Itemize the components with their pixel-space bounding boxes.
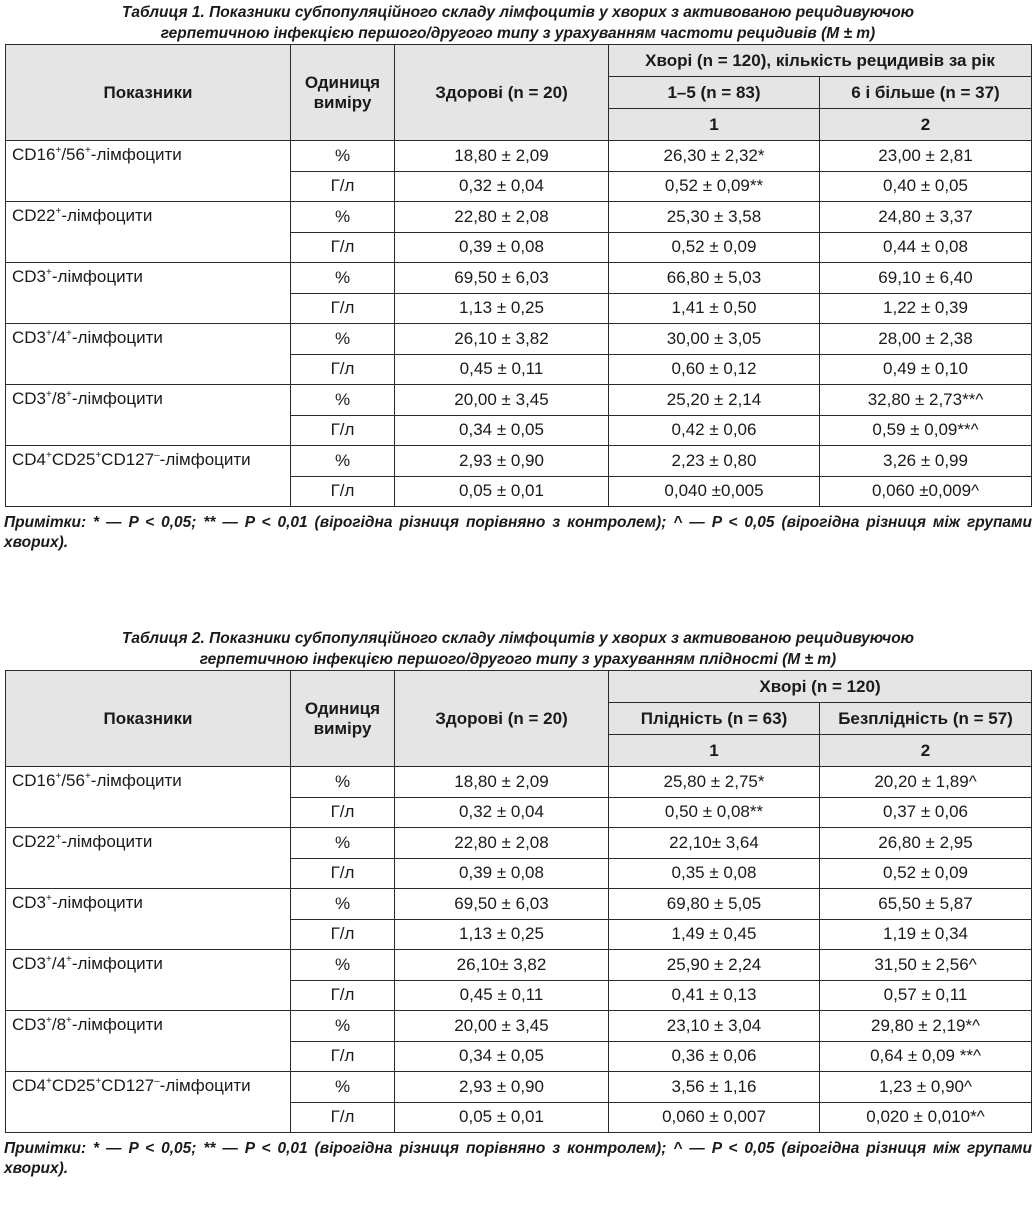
header-patients: Хворі (n = 120) — [609, 671, 1032, 703]
data-table — [5, 44, 1032, 507]
table-row — [6, 263, 1032, 294]
indicator-name-part: -лімфоцити — [90, 771, 182, 790]
caption-line: герпетичною інфекцією першого/другого типу з урахуванням плідності (M ± m) — [199, 651, 837, 668]
indicator-name-part: -лімфоцити — [71, 328, 163, 347]
indicator-name-part: -лімфоцити — [159, 450, 251, 469]
unit-cell: Г/л — [291, 293, 395, 324]
header-group-2: 6 і більше (n = 37) — [820, 77, 1032, 109]
unit-cell: % — [291, 950, 395, 981]
header-group-number: 1 — [609, 735, 820, 767]
indicator-name-part: CD127 — [101, 450, 155, 469]
healthy-value: 20,00 ± 3,45 — [395, 1011, 609, 1042]
indicator-name-part: CD25 — [51, 450, 96, 469]
unit-cell: Г/л — [291, 1041, 395, 1072]
table-row — [6, 385, 1032, 416]
marker-superscript: – — [154, 450, 160, 461]
healthy-value: 0,32 ± 0,04 — [395, 797, 609, 828]
group-1-value: 26,30 ± 2,32* — [609, 141, 820, 172]
unit-cell: % — [291, 1011, 395, 1042]
unit-cell: Г/л — [291, 232, 395, 263]
indicator-name-part: CD16 — [12, 771, 56, 790]
group-2-value: 3,26 ± 0,99 — [820, 446, 1032, 477]
group-2-value: 28,00 ± 2,38 — [820, 324, 1032, 355]
marker-superscript: + — [46, 1076, 52, 1087]
group-1-value: 66,80 ± 5,03 — [609, 263, 820, 294]
header-group-number: 2 — [820, 109, 1032, 141]
table-2-block — [0, 626, 1036, 1179]
group-2-value: 65,50 ± 5,87 — [820, 889, 1032, 920]
unit-cell: % — [291, 141, 395, 172]
unit-cell: Г/л — [291, 171, 395, 202]
group-1-value: 0,52 ± 0,09 — [609, 232, 820, 263]
group-2-value: 1,22 ± 0,39 — [820, 293, 1032, 324]
group-1-value: 25,80 ± 2,75* — [609, 767, 820, 798]
header-indicator: Показники — [6, 45, 291, 141]
marker-superscript: + — [55, 206, 62, 217]
group-2-value: 69,10 ± 6,40 — [820, 263, 1032, 294]
healthy-value: 18,80 ± 2,09 — [395, 141, 609, 172]
group-1-value: 0,060 ± 0,007 — [609, 1102, 820, 1133]
indicator-name-part: -лімфоцити — [71, 954, 163, 973]
header-unit: Одиниця виміру — [291, 671, 395, 767]
group-2-value: 0,44 ± 0,08 — [820, 232, 1032, 263]
data-table — [5, 670, 1032, 1133]
unit-cell: % — [291, 767, 395, 798]
group-2-value: 0,060 ±0,009^ — [820, 476, 1032, 507]
group-2-value: 1,19 ± 0,34 — [820, 919, 1032, 950]
healthy-value: 22,80 ± 2,08 — [395, 828, 609, 859]
header-unit: Одиниця виміру — [291, 45, 395, 141]
table-1-block — [0, 0, 1036, 553]
unit-cell: % — [291, 889, 395, 920]
unit-cell: % — [291, 324, 395, 355]
group-1-value: 0,36 ± 0,06 — [609, 1041, 820, 1072]
indicator-name — [6, 950, 291, 1011]
healthy-value: 0,32 ± 0,04 — [395, 171, 609, 202]
table-caption — [0, 0, 1036, 44]
indicator-name-part: CD22 — [12, 206, 56, 225]
healthy-value: 18,80 ± 2,09 — [395, 767, 609, 798]
indicator-name — [6, 889, 291, 950]
healthy-value: 26,10± 3,82 — [395, 950, 609, 981]
group-1-value: 25,90 ± 2,24 — [609, 950, 820, 981]
unit-cell: Г/л — [291, 919, 395, 950]
marker-superscript: + — [46, 328, 52, 339]
marker-superscript: + — [84, 145, 91, 156]
indicator-name — [6, 828, 291, 889]
indicator-name-part: /4 — [51, 328, 67, 347]
indicator-name-part: -лімфоцити — [61, 832, 153, 851]
indicator-name — [6, 1072, 291, 1133]
indicator-name-part: /8 — [51, 389, 67, 408]
indicator-name-part: -лімфоцити — [71, 1015, 163, 1034]
group-2-value: 31,50 ± 2,56^ — [820, 950, 1032, 981]
indicator-name-part: CD25 — [51, 1076, 96, 1095]
indicator-name — [6, 141, 291, 202]
healthy-value: 0,05 ± 0,01 — [395, 476, 609, 507]
indicator-name-part: CD4 — [12, 450, 47, 469]
group-1-value: 0,50 ± 0,08** — [609, 797, 820, 828]
unit-cell: Г/л — [291, 858, 395, 889]
marker-superscript: + — [66, 954, 72, 965]
table-row — [6, 950, 1032, 981]
caption-line: Таблиця 2. Показники субпопуляційного складу лімфоцитів у хворих з активованою рецидивуючою — [121, 630, 915, 647]
indicator-name-part: CD3 — [12, 1015, 47, 1034]
table-row — [6, 324, 1032, 355]
group-1-value: 3,56 ± 1,16 — [609, 1072, 820, 1103]
indicator-name-part: /56 — [61, 145, 85, 164]
group-2-value: 32,80 ± 2,73**^ — [820, 385, 1032, 416]
group-2-value: 24,80 ± 3,37 — [820, 202, 1032, 233]
indicator-name-part: CD3 — [12, 328, 47, 347]
indicator-name-part: CD3 — [12, 389, 47, 408]
indicator-name-part: /8 — [51, 1015, 67, 1034]
indicator-name — [6, 263, 291, 324]
marker-superscript: + — [46, 1015, 52, 1026]
header-group-number: 2 — [820, 735, 1032, 767]
group-1-value: 25,20 ± 2,14 — [609, 385, 820, 416]
healthy-value: 2,93 ± 0,90 — [395, 446, 609, 477]
unit-cell: % — [291, 263, 395, 294]
indicator-name-part: -лімфоцити — [51, 267, 143, 286]
indicator-name-part: CD4 — [12, 1076, 47, 1095]
group-1-value: 1,41 ± 0,50 — [609, 293, 820, 324]
group-1-value: 0,42 ± 0,06 — [609, 415, 820, 446]
group-2-value: 0,52 ± 0,09 — [820, 858, 1032, 889]
healthy-value: 0,34 ± 0,05 — [395, 1041, 609, 1072]
group-2-value: 0,020 ± 0,010*^ — [820, 1102, 1032, 1133]
header-group-number: 1 — [609, 109, 820, 141]
table-row — [6, 141, 1032, 172]
group-1-value: 2,23 ± 0,80 — [609, 446, 820, 477]
group-2-value: 0,57 ± 0,11 — [820, 980, 1032, 1011]
unit-cell: % — [291, 828, 395, 859]
marker-superscript: + — [55, 832, 62, 843]
marker-superscript: + — [46, 389, 52, 400]
indicator-name-part: CD22 — [12, 832, 56, 851]
indicator-name-part: CD3 — [12, 954, 47, 973]
group-2-value: 0,59 ± 0,09**^ — [820, 415, 1032, 446]
marker-superscript: + — [95, 1076, 102, 1087]
healthy-value: 1,13 ± 0,25 — [395, 293, 609, 324]
unit-cell: % — [291, 446, 395, 477]
marker-superscript: + — [84, 771, 91, 782]
marker-superscript: + — [46, 267, 52, 278]
unit-cell: % — [291, 202, 395, 233]
group-1-value: 25,30 ± 3,58 — [609, 202, 820, 233]
marker-superscript: + — [46, 450, 52, 461]
unit-cell: Г/л — [291, 476, 395, 507]
indicator-name-part: -лімфоцити — [51, 893, 143, 912]
group-1-value: 0,41 ± 0,13 — [609, 980, 820, 1011]
table-row — [6, 1011, 1032, 1042]
healthy-value: 22,80 ± 2,08 — [395, 202, 609, 233]
healthy-value: 0,45 ± 0,11 — [395, 980, 609, 1011]
caption-line: Таблиця 1. Показники субпопуляційного складу лімфоцитів у хворих з активованою рецидивуючою — [121, 4, 915, 21]
table-note: Примітки: * — P < 0,05; ** — P < 0,01 (вірогідна різниця порівняно з контролем); ^ — P < 0,05 (вірогідна різниця між групами хворих). — [4, 1140, 1032, 1177]
header-indicator: Показники — [6, 671, 291, 767]
marker-superscript: + — [46, 954, 52, 965]
group-2-value: 1,23 ± 0,90^ — [820, 1072, 1032, 1103]
unit-cell: Г/л — [291, 797, 395, 828]
indicator-name — [6, 1011, 291, 1072]
header-healthy: Здорові (n = 20) — [395, 45, 609, 141]
table-row — [6, 446, 1032, 477]
table-row — [6, 202, 1032, 233]
unit-cell: Г/л — [291, 1102, 395, 1133]
group-2-value: 0,40 ± 0,05 — [820, 171, 1032, 202]
indicator-name-part: CD3 — [12, 267, 47, 286]
unit-cell: Г/л — [291, 980, 395, 1011]
marker-superscript: + — [95, 450, 102, 461]
table-row — [6, 828, 1032, 859]
table-row — [6, 1072, 1032, 1103]
indicator-name — [6, 446, 291, 507]
group-2-value: 0,49 ± 0,10 — [820, 354, 1032, 385]
marker-superscript: – — [154, 1076, 160, 1087]
healthy-value: 2,93 ± 0,90 — [395, 1072, 609, 1103]
group-2-value: 23,00 ± 2,81 — [820, 141, 1032, 172]
indicator-name-part: /4 — [51, 954, 67, 973]
group-2-value: 0,64 ± 0,09 **^ — [820, 1041, 1032, 1072]
marker-superscript: + — [66, 1015, 72, 1026]
group-1-value: 0,52 ± 0,09** — [609, 171, 820, 202]
indicator-name — [6, 202, 291, 263]
table-body — [6, 141, 1032, 507]
header-group-1: 1–5 (n = 83) — [609, 77, 820, 109]
healthy-value: 69,50 ± 6,03 — [395, 263, 609, 294]
table-row — [6, 889, 1032, 920]
indicator-name-part: -лімфоцити — [159, 1076, 251, 1095]
indicator-name — [6, 767, 291, 828]
indicator-name-part: CD127 — [101, 1076, 155, 1095]
header-group-1: Плідність (n = 63) — [609, 703, 820, 735]
table-row — [6, 767, 1032, 798]
indicator-name-part: /56 — [61, 771, 85, 790]
group-2-value: 29,80 ± 2,19*^ — [820, 1011, 1032, 1042]
healthy-value: 69,50 ± 6,03 — [395, 889, 609, 920]
header-group-2: Безплідність (n = 57) — [820, 703, 1032, 735]
marker-superscript: + — [66, 328, 72, 339]
group-1-value: 1,49 ± 0,45 — [609, 919, 820, 950]
indicator-name-part: CD16 — [12, 145, 56, 164]
marker-superscript: + — [55, 771, 62, 782]
indicator-name-part: -лімфоцити — [61, 206, 153, 225]
group-1-value: 0,60 ± 0,12 — [609, 354, 820, 385]
unit-cell: Г/л — [291, 415, 395, 446]
table-note: Примітки: * — P < 0,05; ** — P < 0,01 (вірогідна різниця порівняно з контролем); ^ — P < 0,05 (вірогідна різниця між групами хворих). — [4, 514, 1032, 551]
healthy-value: 0,05 ± 0,01 — [395, 1102, 609, 1133]
group-1-value: 23,10 ± 3,04 — [609, 1011, 820, 1042]
indicator-name — [6, 385, 291, 446]
table-caption — [0, 626, 1036, 670]
unit-cell: % — [291, 1072, 395, 1103]
group-2-value: 26,80 ± 2,95 — [820, 828, 1032, 859]
healthy-value: 0,45 ± 0,11 — [395, 354, 609, 385]
healthy-value: 1,13 ± 0,25 — [395, 919, 609, 950]
unit-cell: % — [291, 385, 395, 416]
marker-superscript: + — [46, 893, 52, 904]
table-body — [6, 767, 1032, 1133]
header-healthy: Здорові (n = 20) — [395, 671, 609, 767]
unit-cell: Г/л — [291, 354, 395, 385]
healthy-value: 0,34 ± 0,05 — [395, 415, 609, 446]
group-1-value: 22,10± 3,64 — [609, 828, 820, 859]
indicator-name-part: CD3 — [12, 893, 47, 912]
group-1-value: 0,040 ±0,005 — [609, 476, 820, 507]
group-1-value: 0,35 ± 0,08 — [609, 858, 820, 889]
group-2-value: 20,20 ± 1,89^ — [820, 767, 1032, 798]
group-2-value: 0,37 ± 0,06 — [820, 797, 1032, 828]
healthy-value: 20,00 ± 3,45 — [395, 385, 609, 416]
indicator-name-part: -лімфоцити — [71, 389, 163, 408]
caption-line: герпетичною інфекцією першого/другого типу з урахуванням частоти рецидивів (M ± m) — [160, 25, 876, 42]
marker-superscript: + — [55, 145, 62, 156]
indicator-name — [6, 324, 291, 385]
marker-superscript: + — [66, 389, 72, 400]
healthy-value: 26,10 ± 3,82 — [395, 324, 609, 355]
group-1-value: 69,80 ± 5,05 — [609, 889, 820, 920]
group-1-value: 30,00 ± 3,05 — [609, 324, 820, 355]
healthy-value: 0,39 ± 0,08 — [395, 232, 609, 263]
indicator-name-part: -лімфоцити — [90, 145, 182, 164]
healthy-value: 0,39 ± 0,08 — [395, 858, 609, 889]
header-patients: Хворі (n = 120), кількість рецидивів за рік — [609, 45, 1032, 77]
